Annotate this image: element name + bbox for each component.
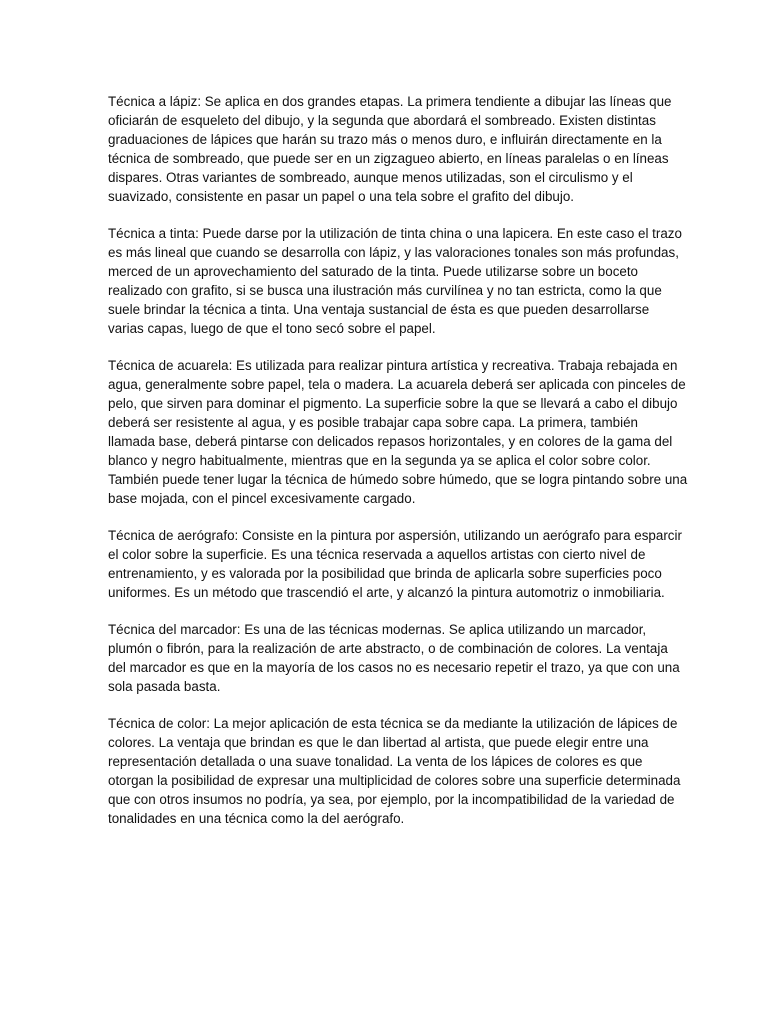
paragraph-tecnica-acuarela: Técnica de acuarela: Es utilizada para realizar pintura artística y recreativa. Trabaja rebajada en agua, generalmente sobre papel, tela o madera. La acuarela deberá ser aplicada con pinceles de pelo, que sirven para dominar el pigmento. La superficie sobre la que se llevará a cabo el dibujo deberá ser resistente al agua, y es posible trabajar capa sobre capa. La primera, también llamada base, deberá pintarse con delicados repasos horizontales, y en colores de la gama del blanco y negro habitualmente, mientras que en la segunda ya se aplica el color sobre color. También puede tener lugar la técnica de húmedo sobre húmedo, que se logra pintando sobre una base mojada, con el pincel excesivamente cargado.: [108, 358, 688, 506]
paragraph-tecnica-tinta: Técnica a tinta: Puede darse por la utilización de tinta china o una lapicera. En este caso el trazo es más lineal que cuando se desarrolla con lápiz, y las valoraciones tonales son más profundas, merced de un aprovechamiento del saturado de la tinta. Puede utilizarse sobre un boceto realizado con grafito, si se busca una ilustración más curvilínea y no tan estricta, como la que suele brindar la técnica a tinta. Una ventaja sustancial de ésta es que pueden desarrollarse varias capas, luego de que el tono secó sobre el papel.: [108, 226, 682, 336]
paragraph-tecnica-aerografo: Técnica de aerógrafo: Consiste en la pintura por aspersión, utilizando un aerógrafo para esparcir el color sobre la superficie. Es una técnica reservada a aquellos artistas con cierto nivel de entrenamiento, y es valorada por la posibilidad que brinda de aplicarla sobre superficies poco uniformes. Es un método que trascendió el arte, y alcanzó la pintura automotriz o inmobiliaria.: [108, 528, 682, 600]
paragraph-tecnica-marcador: Técnica del marcador: Es una de las técnicas modernas. Se aplica utilizando un marcador, plumón o fibrón, para la realización de arte abstracto, o de combinación de colores. La ventaja del marcador es que en la mayoría de los casos no es necesario repetir el trazo, ya que con una sola pasada basta.: [108, 622, 680, 694]
document-page: [108, 92, 688, 846]
paragraph-tecnica-lapiz: Técnica a lápiz: Se aplica en dos grandes etapas. La primera tendiente a dibujar las líneas que oficiarán de esqueleto del dibujo, y la segunda que abordará el sombreado. Existen distintas graduaciones de lápices que harán su trazo más o menos duro, e influirán directamente en la técnica de sombreado, que puede ser en un zigzagueo abierto, en líneas paralelas o en líneas dispares. Otras variantes de sombreado, aunque menos utilizadas, son el circulismo y el suavizado, consistente en pasar un papel o una tela sobre el grafito del dibujo.: [108, 94, 672, 204]
paragraph-tecnica-color: Técnica de color: La mejor aplicación de esta técnica se da mediante la utilización de lápices de colores. La ventaja que brindan es que le dan libertad al artista, que puede elegir entre una representación detallada o una suave tonalidad. La venta de los lápices de colores es que otorgan la posibilidad de expresar una multiplicidad de colores sobre una superficie determinada que con otros insumos no podría, ya sea, por ejemplo, por la incompatibilidad de la variedad de tonalidades en una técnica como la del aerógrafo.: [108, 716, 681, 826]
